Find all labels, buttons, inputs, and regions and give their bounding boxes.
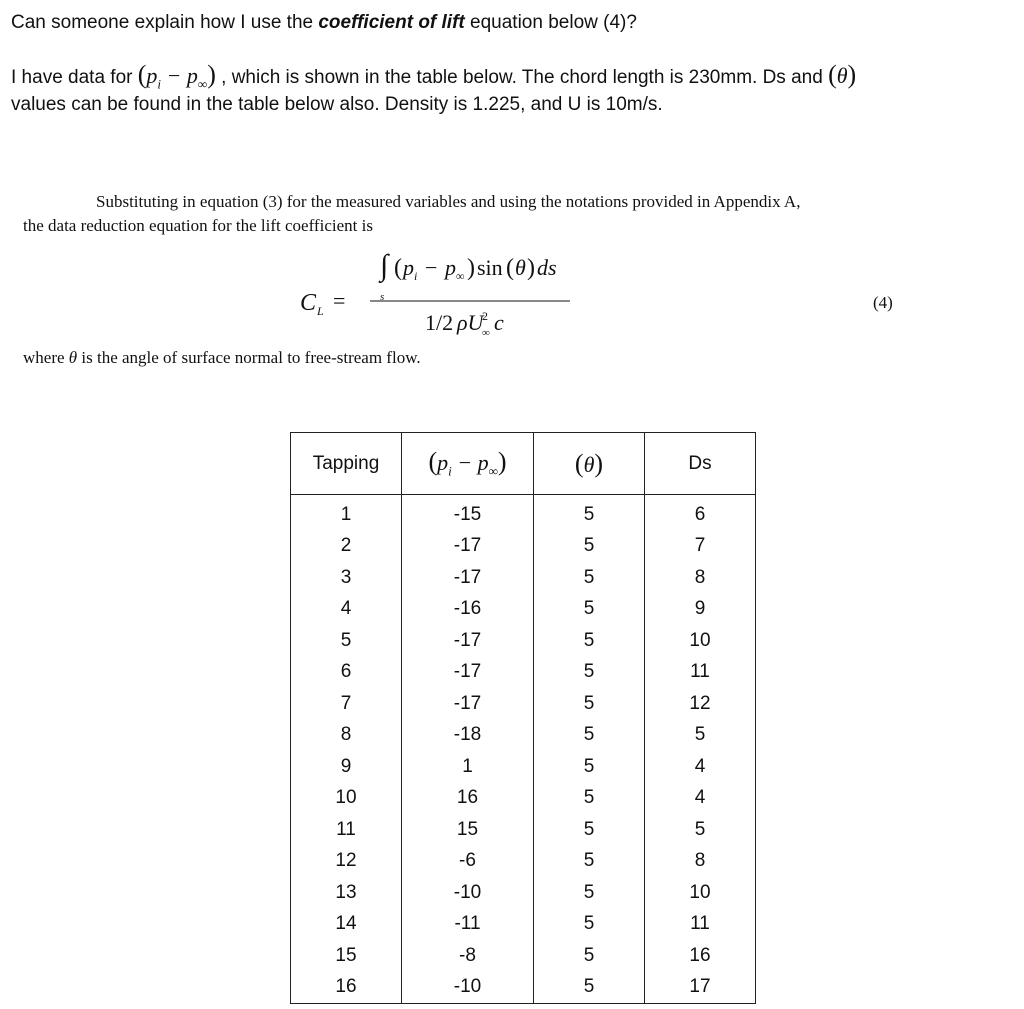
svg-text:=: = bbox=[333, 288, 346, 313]
cell-ds: 16 bbox=[645, 940, 756, 972]
cell-ds: 8 bbox=[645, 562, 756, 594]
theta-symbol: (θ) bbox=[828, 60, 857, 89]
table-row bbox=[291, 657, 756, 689]
cell-tapping: 12 bbox=[291, 846, 402, 878]
table-row bbox=[291, 625, 756, 657]
cell-ds: 4 bbox=[645, 751, 756, 783]
cell-pressure-difference: -18 bbox=[402, 720, 534, 752]
cell-tapping: 1 bbox=[291, 495, 402, 531]
svg-text:p: p bbox=[445, 255, 456, 280]
cell-ds: 5 bbox=[645, 814, 756, 846]
cell-theta: 5 bbox=[534, 877, 645, 909]
cell-tapping: 16 bbox=[291, 972, 402, 1004]
cell-theta: 5 bbox=[534, 688, 645, 720]
svg-text:i: i bbox=[414, 269, 418, 283]
question-text: Can someone explain how I use the bbox=[11, 12, 319, 33]
cell-theta: 5 bbox=[534, 495, 645, 531]
svg-text:∫: ∫ bbox=[380, 249, 389, 282]
svg-text:): ) bbox=[527, 255, 535, 281]
question-text: I have data for bbox=[11, 67, 138, 88]
excerpt-where-line bbox=[23, 348, 421, 368]
question-line-1 bbox=[11, 12, 637, 34]
table-header-row bbox=[291, 433, 756, 495]
cell-tapping: 11 bbox=[291, 814, 402, 846]
cell-ds: 10 bbox=[645, 625, 756, 657]
table-row bbox=[291, 909, 756, 941]
table-row bbox=[291, 688, 756, 720]
table-body bbox=[291, 495, 756, 1004]
where-text: is the angle of surface normal to free-stream flow. bbox=[81, 348, 421, 367]
cell-tapping: 13 bbox=[291, 877, 402, 909]
cell-tapping: 14 bbox=[291, 909, 402, 941]
header-theta: (θ) bbox=[534, 433, 645, 495]
data-table-container bbox=[290, 432, 756, 1004]
table-row bbox=[291, 751, 756, 783]
where-prefix: where bbox=[23, 348, 65, 367]
cell-theta: 5 bbox=[534, 720, 645, 752]
cell-pressure-difference: -17 bbox=[402, 531, 534, 563]
cell-pressure-difference: -17 bbox=[402, 688, 534, 720]
cell-theta: 5 bbox=[534, 625, 645, 657]
svg-text:C: C bbox=[300, 290, 317, 316]
cell-theta: 5 bbox=[534, 751, 645, 783]
cell-pressure-difference: 1 bbox=[402, 751, 534, 783]
cell-theta: 5 bbox=[534, 846, 645, 878]
svg-text:ds: ds bbox=[537, 255, 557, 280]
cell-tapping: 6 bbox=[291, 657, 402, 689]
pressure-difference-symbol: $(p_i - p_\infty)$ bbox=[137, 60, 216, 92]
svg-text:ρU: ρU bbox=[457, 310, 484, 335]
cell-pressure-difference: -17 bbox=[402, 562, 534, 594]
svg-text:L: L bbox=[317, 304, 324, 318]
question-text: , which is shown in the table below. The chord length is 230mm. Ds and bbox=[215, 67, 829, 88]
equation-number: (4) bbox=[873, 293, 893, 312]
svg-text:s: s bbox=[380, 291, 385, 303]
data-table bbox=[290, 432, 756, 1004]
cell-ds: 8 bbox=[645, 846, 756, 878]
header-pressure-difference: $(p_i - p_\infty)$ bbox=[402, 433, 534, 495]
cell-theta: 5 bbox=[534, 909, 645, 941]
emphasis-text: coefficient of lift bbox=[318, 12, 465, 33]
cell-pressure-difference: -10 bbox=[402, 877, 534, 909]
cell-theta: 5 bbox=[534, 594, 645, 626]
cell-ds: 10 bbox=[645, 877, 756, 909]
cell-pressure-difference: 16 bbox=[402, 783, 534, 815]
svg-text:−: − bbox=[425, 255, 438, 280]
cell-ds: 11 bbox=[645, 657, 756, 689]
cell-ds: 6 bbox=[645, 495, 756, 531]
header-ds: Ds bbox=[645, 433, 756, 495]
cell-pressure-difference: -11 bbox=[402, 909, 534, 941]
svg-text:∞: ∞ bbox=[482, 327, 490, 339]
cell-tapping: 10 bbox=[291, 783, 402, 815]
cell-pressure-difference: -17 bbox=[402, 625, 534, 657]
table-row bbox=[291, 594, 756, 626]
svg-text:(: ( bbox=[394, 255, 402, 281]
cell-pressure-difference: -6 bbox=[402, 846, 534, 878]
cell-tapping: 5 bbox=[291, 625, 402, 657]
cell-theta: 5 bbox=[534, 531, 645, 563]
table-row bbox=[291, 877, 756, 909]
svg-text:): ) bbox=[467, 255, 475, 281]
cell-tapping: 8 bbox=[291, 720, 402, 752]
table-row bbox=[291, 846, 756, 878]
cell-pressure-difference: -10 bbox=[402, 972, 534, 1004]
svg-text:∞: ∞ bbox=[456, 269, 465, 283]
table-row bbox=[291, 531, 756, 563]
svg-text:c: c bbox=[494, 310, 504, 335]
cell-pressure-difference: -15 bbox=[402, 495, 534, 531]
theta-symbol: θ bbox=[68, 348, 78, 367]
cell-theta: 5 bbox=[534, 972, 645, 1004]
header-tapping: Tapping bbox=[291, 433, 402, 495]
cell-theta: 5 bbox=[534, 657, 645, 689]
svg-text:p: p bbox=[403, 255, 414, 280]
cell-tapping: 3 bbox=[291, 562, 402, 594]
svg-text:2: 2 bbox=[482, 309, 488, 323]
cell-ds: 17 bbox=[645, 972, 756, 1004]
cell-theta: 5 bbox=[534, 940, 645, 972]
cell-pressure-difference: -16 bbox=[402, 594, 534, 626]
cell-ds: 7 bbox=[645, 531, 756, 563]
table-row bbox=[291, 562, 756, 594]
cell-tapping: 15 bbox=[291, 940, 402, 972]
cell-theta: 5 bbox=[534, 814, 645, 846]
cell-ds: 12 bbox=[645, 688, 756, 720]
question-text: equation below (4)? bbox=[464, 12, 637, 33]
svg-text:1/2: 1/2 bbox=[425, 310, 454, 335]
table-row bbox=[291, 940, 756, 972]
cell-theta: 5 bbox=[534, 562, 645, 594]
cell-ds: 5 bbox=[645, 720, 756, 752]
question-line-3: values can be found in the table below also. Density is 1.225, and U is 10m/s. bbox=[11, 94, 663, 115]
table-row bbox=[291, 720, 756, 752]
cell-tapping: 7 bbox=[291, 688, 402, 720]
svg-text:θ: θ bbox=[515, 255, 526, 280]
svg-text:(: ( bbox=[506, 255, 514, 281]
cell-theta: 5 bbox=[534, 783, 645, 815]
cell-pressure-difference: -8 bbox=[402, 940, 534, 972]
table-row bbox=[291, 783, 756, 815]
excerpt-line-2: the data reduction equation for the lift coefficient is bbox=[23, 216, 373, 235]
cell-tapping: 4 bbox=[291, 594, 402, 626]
question-line-2 bbox=[11, 60, 856, 92]
paper-excerpt bbox=[0, 190, 1024, 380]
excerpt-line-1: Substituting in equation (3) for the measured variables and using the notations provided in Appendix A, bbox=[96, 192, 801, 211]
cell-pressure-difference: -17 bbox=[402, 657, 534, 689]
table-row bbox=[291, 495, 756, 531]
table-row bbox=[291, 814, 756, 846]
cell-ds: 11 bbox=[645, 909, 756, 941]
cell-tapping: 2 bbox=[291, 531, 402, 563]
svg-text:sin: sin bbox=[477, 255, 503, 280]
cell-tapping: 9 bbox=[291, 751, 402, 783]
cell-ds: 9 bbox=[645, 594, 756, 626]
cell-pressure-difference: 15 bbox=[402, 814, 534, 846]
table-row bbox=[291, 972, 756, 1004]
cell-ds: 4 bbox=[645, 783, 756, 815]
